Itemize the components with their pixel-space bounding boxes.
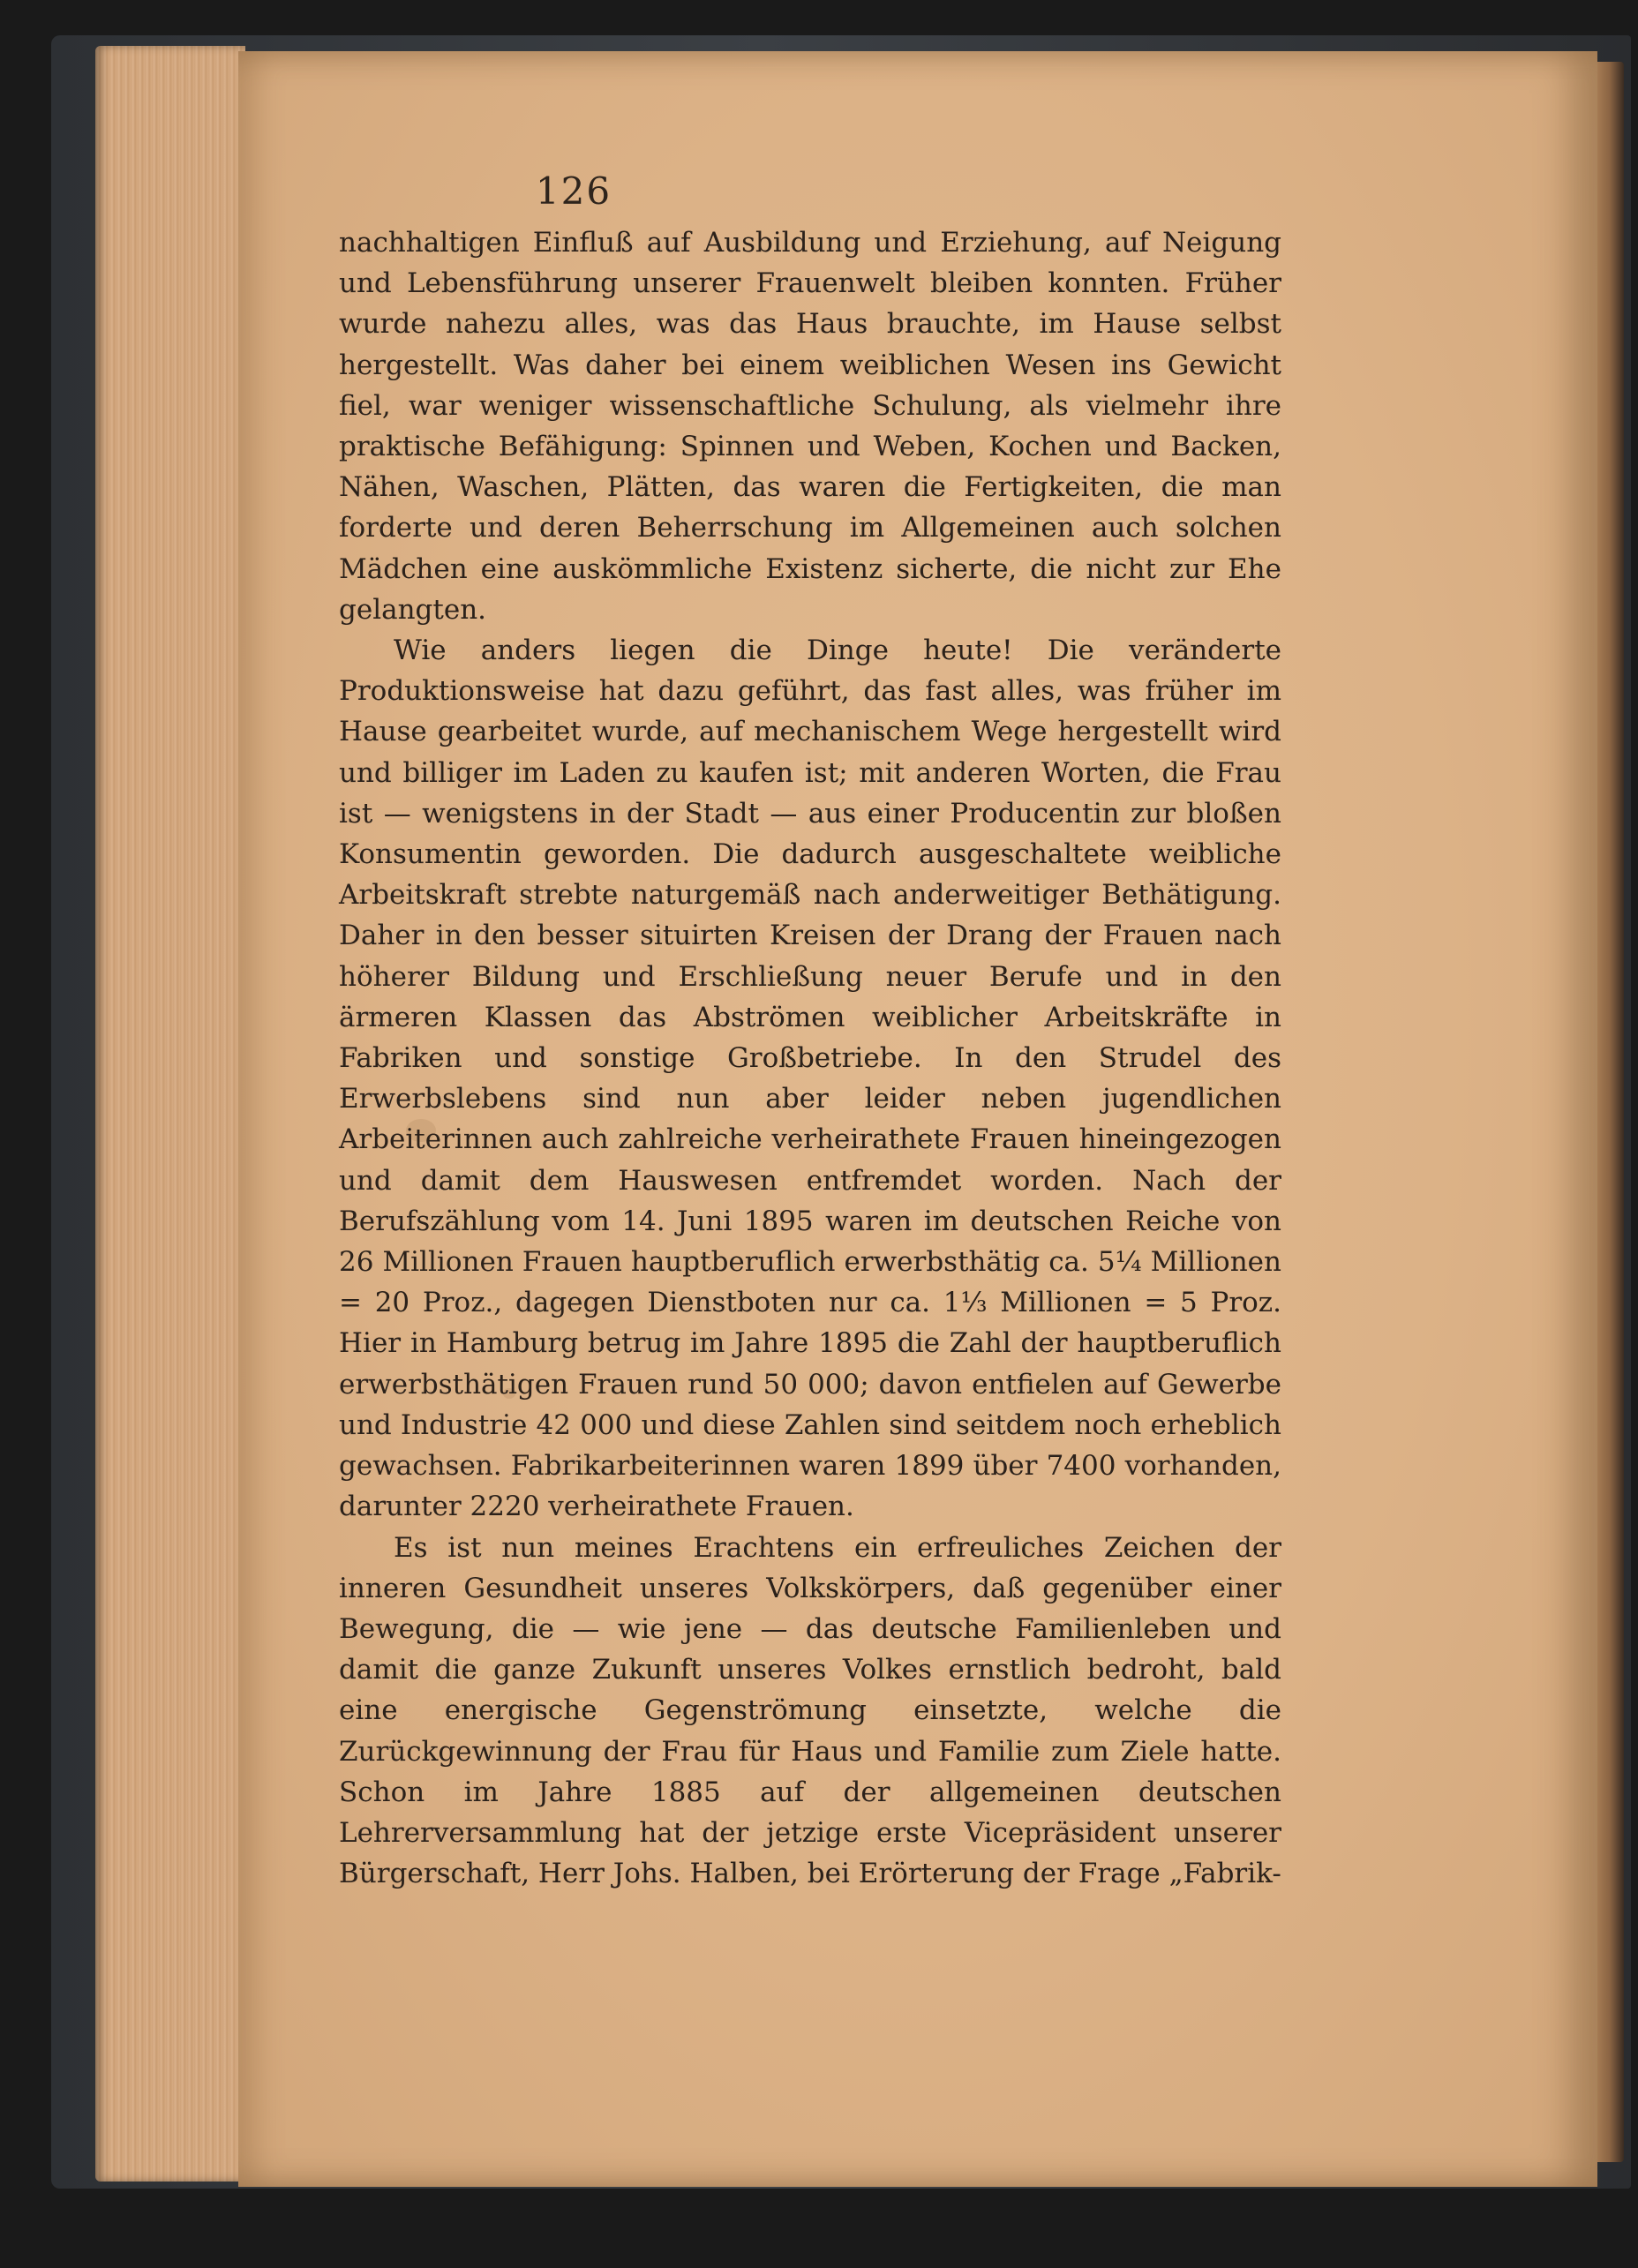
paragraph-2: Wie anders liegen die Dinge heute! Die veränderte Produktionsweise hat dazu geführt, das fast alles, was früher im Hause gearbeitet wurde, auf mechanischem Wege hergestellt wird und billiger im Laden zu kaufen ist; mit anderen Worten, die Frau ist — wenigstens in der Stadt — aus einer Producentin zur bloßen Konsumentin geworden. Die dadurch ausgeschaltete weibliche Arbeitskraft strebte naturgemäß nach anderweitiger Bethätigung. Daher in den besser situirten Kreisen der Drang der Frauen nach höherer Bildung und Erschließung neuer Berufe und in den ärmeren Klassen das Abströmen weiblicher Arbeitskräfte in Fabriken und sonstige Großbetriebe. In den Strudel des Erwerbslebens sind nun aber leider neben jugendlichen Arbeiterinnen auch zahlreiche verheirathete Frauen hineingezogen und damit dem Hauswesen entfremdet worden. Nach der Berufszählung vom 14. Juni 1895 waren im deutschen Reiche von 26 Millionen Frauen hauptberuflich erwerbsthätig ca. 5¼ Millionen = 20 Proz., dagegen Dienstboten nur ca. 1⅓ Millionen = 5 Proz. Hier in Hamburg betrug im Jahre 1895 die Zahl der hauptberuflich erwerbsthätigen Frauen rund 50 000; davon entfielen auf Gewerbe und Industrie 42 000 und diese Zahlen sind seitdem noch erheblich gewachsen. Fabrikarbeiterinnen waren 1899 über 7400 vorhanden, darunter 2220 verheirathete Frauen. (339, 635, 1281, 1523)
paragraph-3: Es ist nun meines Erachtens ein erfreuliches Zeichen der inneren Gesundheit unseres Volkskörpers, daß gegenüber einer Bewegung, die — wie jene — das deutsche Familienleben und damit die ganze Zukunft unseres Volkes ernstlich bedroht, bald eine energische Gegenströmung einsetzte, welche die Zurückgewinnung der Frau für Haus und Familie zum Ziele hatte. Schon im Jahre 1885 auf der allgemeinen deutschen Lehrerversammlung hat der jetzige erste Vicepräsident unserer Bürgerschaft, Herr Johs. Halben, bei Erörterung der Frage „Fabrik- (339, 1531, 1281, 1890)
paragraph-1: nachhaltigen Einfluß auf Ausbildung und Erziehung, auf Neigung und Lebensführung unserer Frauenwelt bleiben konnten. Früher wurde nahezu alles, was das Haus brauchte, im Hause selbst hergestellt. Was daher bei einem weiblichen Wesen ins Gewicht fiel, war weniger wissenschaftliche Schulung, als vielmehr ihre praktische Befähigung: Spinnen und Weben, Kochen und Backen, Nähen, Waschen, Plätten, das waren die Fertigkeiten, die man forderte und deren Beherrschung im Allgemeinen auch solchen Mädchen eine auskömmliche Existenz sicherte, die nicht zur Ehe gelangten. (339, 227, 1281, 626)
body-text (339, 222, 1281, 1894)
page-edges-stack (95, 46, 245, 2182)
page-number: 126 (535, 169, 612, 213)
